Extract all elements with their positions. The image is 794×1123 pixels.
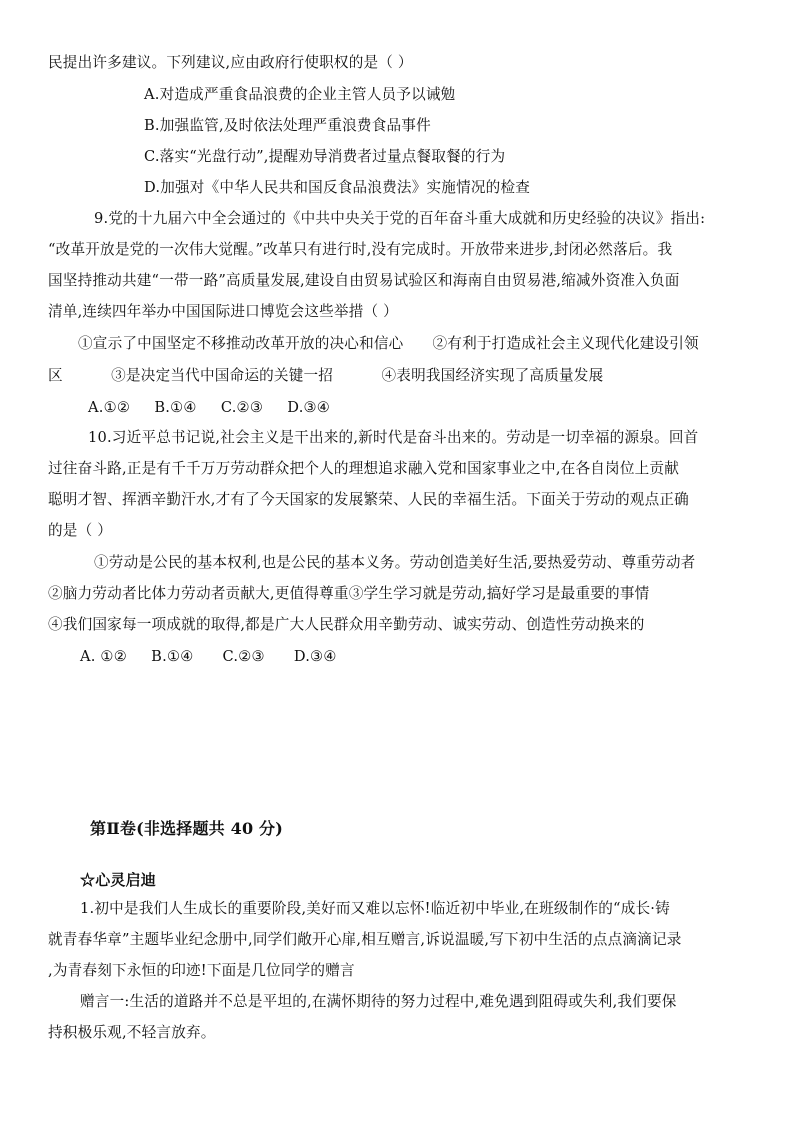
part2-heading: 第Ⅱ卷(非选择题共 40 分) — [90, 819, 284, 838]
q9-statements-2: 区 ③是决定当代中国命运的关键一招 ④表明我国经济实现了高质量发展 — [48, 367, 604, 384]
q1-line-2: 就青春华章”主题毕业纪念册中,同学们敞开心扉,相互赠言,诉说温暖,写下初中生活的点点滴滴记录 — [48, 931, 682, 948]
q10-line-3: 聪明才智、挥洒辛勤汗水,才有了今天国家的发展繁荣、人民的幸福生活。下面关于劳动的观点正确 — [48, 491, 689, 508]
q9-line-2: “改革开放是党的一次伟大觉醒。”改革只有进行时,没有完成时。开放带来进步,封闭必然落后。我 — [48, 241, 673, 258]
q10-line-1: 10.习近平总书记说,社会主义是干出来的,新时代是奋斗出来的。劳动是一切幸福的源泉。回首 — [88, 429, 699, 446]
q8-option-d: D.加强对《中华人民共和国反食品浪费法》实施情况的检查 — [144, 179, 531, 196]
q10-statement-2: ②脑力劳动者比体力劳动者贡献大,更值得尊重③学生学习就是劳动,搞好学习是最重要的事情 — [48, 585, 650, 602]
q1-line-4: 赠言一:生活的道路并不总是平坦的,在满怀期待的努力过程中,难免遇到阻碍或失利,我们要保 — [80, 993, 677, 1010]
q8-option-b: B.加强监管,及时依法处理严重浪费食品事件 — [144, 117, 431, 134]
q10-choices: A. ①② B.①④ C.②③ D.③④ — [80, 648, 337, 665]
q1-line-3: ,为青春刻下永恒的印迹!下面是几位同学的赠言 — [48, 962, 355, 979]
q1-line-1: 1.初中是我们人生成长的重要阶段,美好而又难以忘怀!临近初中毕业,在班级制作的“成长·铸 — [80, 900, 670, 917]
q10-line-2: 过往奋斗路,正是有千千万万劳动群众把个人的理想追求融入党和国家事业之中,在各自岗位上贡献 — [48, 460, 680, 477]
q9-line-3: 国坚持推动共建“一带一路”高质量发展,建设自由贸易试验区和海南自由贸易港,缩减外资准入负面 — [48, 272, 680, 289]
q10-statement-3: ④我们国家每一项成就的取得,都是广大人民群众用辛勤劳动、诚实劳动、创造性劳动换来的 — [48, 616, 645, 633]
q10-statement-1: ①劳动是公民的基本权利,也是公民的基本义务。劳动创造美好生活,要热爱劳动、尊重劳动者 — [94, 554, 696, 571]
section-title: ☆心灵启迪 — [80, 871, 157, 889]
q10-line-4: 的是（ ） — [48, 522, 113, 539]
q9-line-4: 清单,连续四年举办中国国际进口博览会这些举措（ ） — [48, 303, 398, 320]
q8-option-c: C.落实“光盘行动”,提醒劝导消费者过量点餐取餐的行为 — [144, 148, 506, 165]
q9-choices: A.①② B.①④ C.②③ D.③④ — [88, 399, 331, 416]
q8-option-a: A.对造成严重食品浪费的企业主管人员予以诫勉 — [144, 86, 456, 103]
q8-stem: 民提出许多建议。下列建议,应由政府行使职权的是（ ） — [48, 54, 413, 71]
q9-line-1: 9.党的十九届六中全会通过的《中共中央关于党的百年奋斗重大成就和历史经验的决议》指出: — [94, 210, 706, 227]
q9-statements-1: ①宣示了中国坚定不移推动改革开放的决心和信心 ②有利于打造成社会主义现代化建设引领 — [78, 335, 699, 352]
q1-line-5: 持积极乐观,不轻言放弃。 — [48, 1024, 216, 1041]
